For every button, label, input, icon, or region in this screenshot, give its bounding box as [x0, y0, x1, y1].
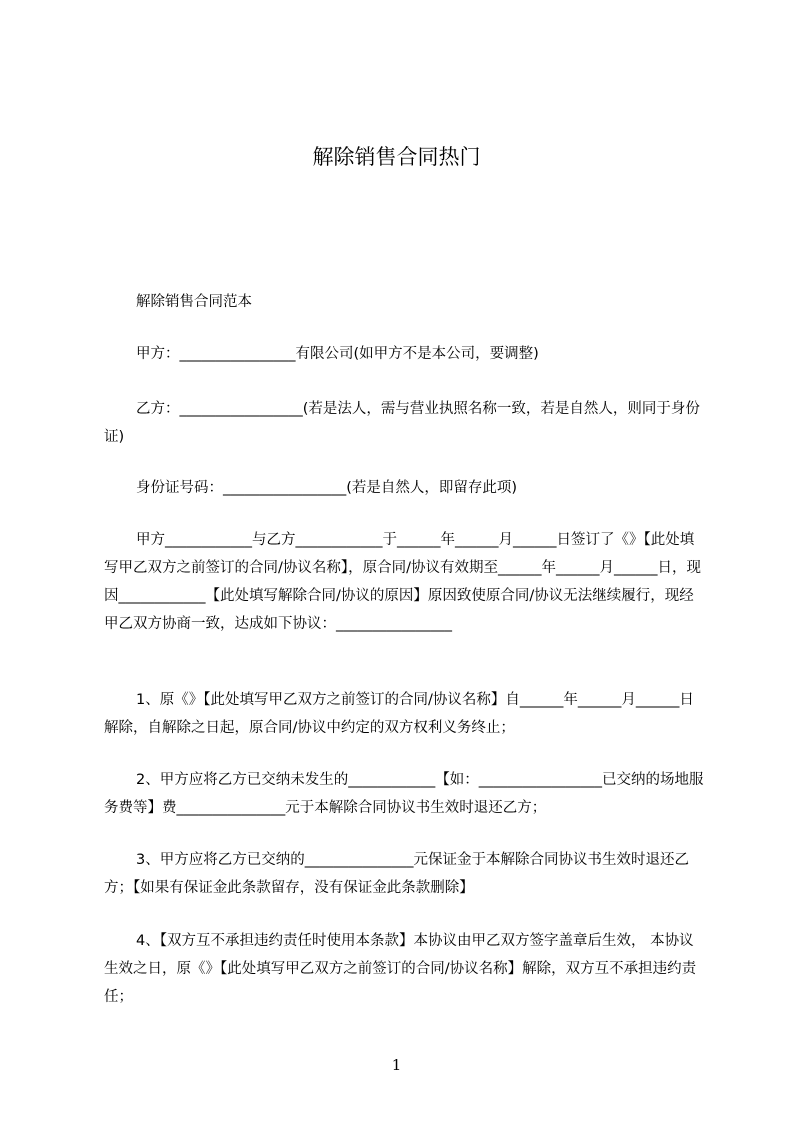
paragraph-preamble: 甲方____________与乙方____________于______年______月______日签订了《》【此处填写甲乙双方之前签订的合同/协议名称】，原合同/协议有效期至______年______月______日，现因____________【此处填写解除合同/协议的原因】原因致使原合同/协议无法继续履行，现经甲乙双方协商一致，达成如下协议：________________ [104, 532, 702, 632]
paragraph-id-number: 身份证号码：_________________(若是自然人，即留存此项) [136, 480, 518, 496]
clause-3: 3、甲方应将乙方已交纳的_______________元保证金于本解除合同协议书生效时退还乙方；【如果有保证金此条款留存，没有保证金此条款删除】 [104, 852, 689, 896]
paragraph-party-b: 乙方：_________________(若是法人，需与营业执照名称一致，若是自然人，则同于身份证) [104, 401, 700, 445]
clause-2: 2、甲方应将乙方已交纳未发生的____________【如：_________________已交纳的场地服务费等】费_______________元于本解除合同协议书生效时退还乙方； [104, 772, 704, 816]
clause-4: 4、【双方互不承担违约责任时使用本条款】本协议由甲乙双方签字盖章后生效， 本协议生效之日，原《》【此处填写甲乙双方之前签订的合同/协议名称】解除，双方互不承担违约责任； [104, 933, 697, 1005]
page-number: 1 [391, 1056, 402, 1074]
document-title: 解除销售合同热门 [312, 145, 481, 169]
paragraph-party-a: 甲方：________________有限公司(如甲方不是本公司，要调整) [136, 346, 539, 362]
clause-1: 1、原《》【此处填写甲乙双方之前签订的合同/协议名称】自______年______月______日解除，自解除之日起，原合同/协议中约定的双方权利义务终止； [104, 692, 694, 736]
paragraph-template-name: 解除销售合同范本 [136, 294, 252, 310]
